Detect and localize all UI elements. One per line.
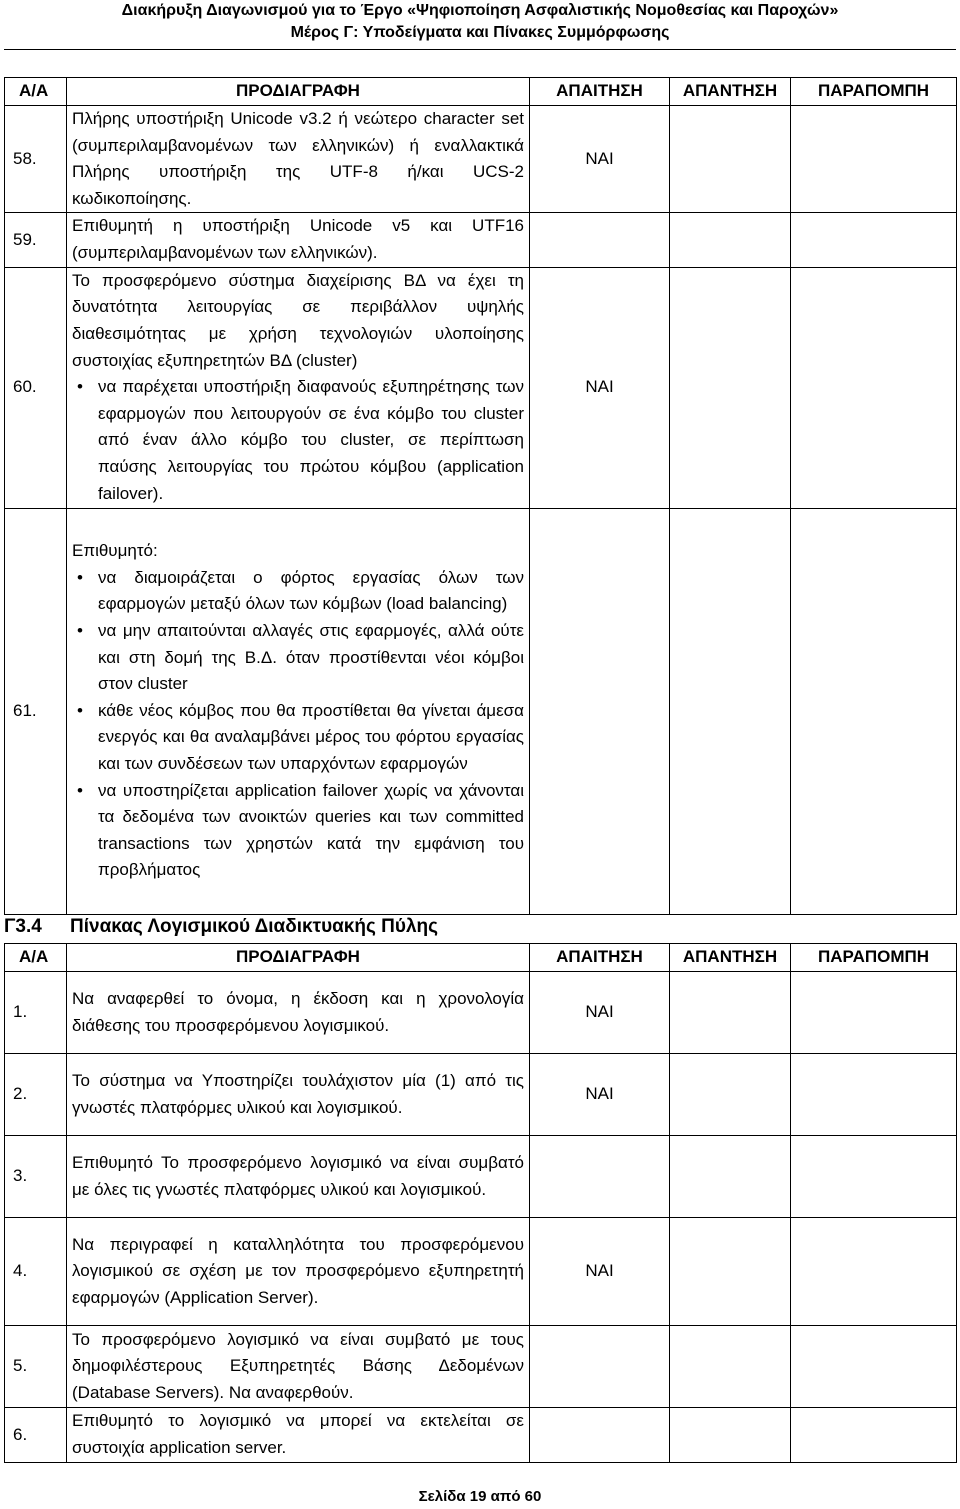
- table-row: [5, 1136, 957, 1218]
- row-spec: Επιθυμητή η υποστήριξη Unicode v5 και UTF16 (συμπεριλαμβανομένων των ελληνικών).: [67, 213, 530, 267]
- row-requirement: [530, 1408, 670, 1463]
- row-number: 59.: [5, 213, 67, 267]
- table-row: [5, 972, 957, 1054]
- table-header-row: [5, 944, 957, 972]
- row-number: 6.: [5, 1408, 67, 1463]
- row-requirement: ΝΑΙ: [530, 106, 670, 213]
- compliance-table-portal: [4, 943, 957, 1463]
- row-number: 61.: [5, 508, 67, 914]
- row-spec-intro: Επιθυμητό:: [72, 541, 158, 561]
- row-number: 4.: [5, 1218, 67, 1326]
- table-row: [5, 213, 957, 267]
- row-requirement: ΝΑΙ: [530, 1054, 670, 1136]
- row-requirement: ΝΑΙ: [530, 1218, 670, 1326]
- row-reference: [791, 1136, 957, 1218]
- row-requirement: [530, 1326, 670, 1408]
- header-rule: [4, 49, 956, 50]
- row-requirement: [530, 213, 670, 267]
- row-number: 60.: [5, 267, 67, 508]
- table-row: [5, 267, 957, 508]
- row-answer: [670, 1054, 791, 1136]
- compliance-table-db: [4, 77, 957, 915]
- list-item: • να μην απαιτούνται αλλαγές στις εφαρμογές, αλλά ούτε και στη δομή της Β.Δ. όταν προστίθενται νέοι κόμβοι στον cluster: [98, 618, 524, 698]
- row-spec-intro: Το προσφερόμενο σύστημα διαχείρισης ΒΔ να έχει τη δυνατότητα λειτουργίας σε περιβάλλον υψηλής διαθεσιμότητας με χρήση τεχνολογιών υλοποίησης συστοιχίας εξυπηρετητών ΒΔ (cluster): [72, 270, 524, 370]
- row-answer: [670, 1218, 791, 1326]
- table-row: [5, 1054, 957, 1136]
- row-requirement: ΝΑΙ: [530, 267, 670, 508]
- row-answer: [670, 1408, 791, 1463]
- table-row: [5, 106, 957, 213]
- row-requirement: [530, 1136, 670, 1218]
- row-number: 58.: [5, 106, 67, 213]
- document-header-subtitle: Μέρος Γ: Υποδείγματα και Πίνακες Συμμόρφωσης: [290, 24, 670, 41]
- row-spec: [67, 508, 530, 914]
- row-reference: [791, 1408, 957, 1463]
- col-header-ref: ΠΑΡΑΠΟΜΠΗ: [791, 944, 957, 972]
- row-answer: [670, 972, 791, 1054]
- row-number: 3.: [5, 1136, 67, 1218]
- col-header-req: ΑΠΑΙΤΗΣΗ: [530, 944, 670, 972]
- section-code: Γ3.4: [4, 916, 42, 937]
- row-spec: Επιθυμητό Το προσφερόμενο λογισμικό να είναι συμβατό με όλες τις γνωστές πλατφόρμες υλικού και λογισμικού.: [67, 1136, 530, 1218]
- col-header-spec: ΠΡΟΔΙΑΓΡΑΦΗ: [67, 944, 530, 972]
- list-item: • να παρέχεται υποστήριξη διαφανούς εξυπηρέτησης των εφαρμογών που λειτουργούν σε ένα κόμβο του cluster από έναν άλλο κόμβο του cluster, σε περίπτωση παύσης λειτουργίας του πρώτου κόμβου (application failover).: [98, 374, 524, 507]
- col-header-req: ΑΠΑΙΤΗΣΗ: [530, 78, 670, 106]
- col-header-ref: ΠΑΡΑΠΟΜΠΗ: [791, 78, 957, 106]
- table-row: [5, 1326, 957, 1408]
- row-spec: Επιθυμητό το λογισμικό να μπορεί να εκτελείται σε συστοιχία application server.: [67, 1408, 530, 1463]
- row-answer: [670, 213, 791, 267]
- row-requirement: ΝΑΙ: [530, 972, 670, 1054]
- col-header-spec: ΠΡΟΔΙΑΓΡΑΦΗ: [67, 78, 530, 106]
- table-row: [5, 1408, 957, 1463]
- row-reference: [791, 267, 957, 508]
- row-number: 1.: [5, 972, 67, 1054]
- row-spec: [67, 267, 530, 508]
- row-spec: Πλήρης υποστήριξη Unicode v3.2 ή νεώτερο character set (συμπεριλαμβανομένων των ελληνικών) ή εναλλακτικά Πλήρης υποστήριξη της UTF-8 ή/και UCS-2 κωδικοποίησης.: [67, 106, 530, 213]
- document-header-title: Διακήρυξη Διαγωνισμού για το Έργο «Ψηφιοποίηση Ασφαλιστικής Νομοθεσίας και Παροχών»: [121, 2, 839, 19]
- col-header-aa: Α/Α: [5, 78, 67, 106]
- row-spec-bullets: [72, 565, 524, 884]
- row-reference: [791, 106, 957, 213]
- col-header-ans: ΑΠΑΝΤΗΣΗ: [670, 944, 791, 972]
- row-reference: [791, 508, 957, 914]
- row-reference: [791, 972, 957, 1054]
- col-header-aa: Α/Α: [5, 944, 67, 972]
- table-header-row: [5, 78, 957, 106]
- row-reference: [791, 1054, 957, 1136]
- row-answer: [670, 267, 791, 508]
- list-item: • να υποστηρίζεται application failover χωρίς να χάνονται τα δεδομένα των ανοικτών queries και των committed transactions των χρηστών κατά την εμφάνιση του προβλήματος: [98, 778, 524, 884]
- row-requirement: [530, 508, 670, 914]
- list-item: • να διαμοιράζεται ο φόρτος εργασίας όλων των εφαρμογών μεταξύ όλων των κόμβων (load balancing): [98, 565, 524, 618]
- table-row: [5, 508, 957, 914]
- row-reference: [791, 213, 957, 267]
- row-answer: [670, 1136, 791, 1218]
- row-spec: Το σύστημα να Υποστηρίζει τουλάχιστον μία (1) από τις γνωστές πλατφόρμες υλικού και λογισμικού.: [67, 1054, 530, 1136]
- page-number: Σελίδα 19 από 60: [418, 1488, 542, 1505]
- row-answer: [670, 1326, 791, 1408]
- table-row: [5, 1218, 957, 1326]
- row-spec: Να αναφερθεί το όνομα, η έκδοση και η χρονολογία διάθεσης του προσφερόμενου λογισμικού.: [67, 972, 530, 1054]
- row-number: 2.: [5, 1054, 67, 1136]
- list-item: • κάθε νέος κόμβος που θα προστίθεται θα γίνεται άμεσα ενεργός και θα αναλαμβάνει μέρος του φόρτου εργασίας και των συνδέσεων των υπαρχόντων εφαρμογών: [98, 698, 524, 778]
- row-answer: [670, 106, 791, 213]
- row-reference: [791, 1326, 957, 1408]
- row-reference: [791, 1218, 957, 1326]
- row-spec: Να περιγραφεί η καταλληλότητα του προσφερόμενου λογισμικού σε σχέση με τον προσφερόμενο εξυπηρετητή εφαρμογών (Application Server).: [67, 1218, 530, 1326]
- row-number: 5.: [5, 1326, 67, 1408]
- row-answer: [670, 508, 791, 914]
- section-title: [4, 916, 438, 938]
- row-spec-bullets: [72, 374, 524, 507]
- col-header-ans: ΑΠΑΝΤΗΣΗ: [670, 78, 791, 106]
- section-name: Πίνακας Λογισμικού Διαδικτυακής Πύλης: [70, 916, 438, 937]
- row-spec: Το προσφερόμενο λογισμικό να είναι συμβατό με τους δημοφιλέστερους Εξυπηρετητές Βάσης Δεδομένων (Database Servers). Να αναφερθούν.: [67, 1326, 530, 1408]
